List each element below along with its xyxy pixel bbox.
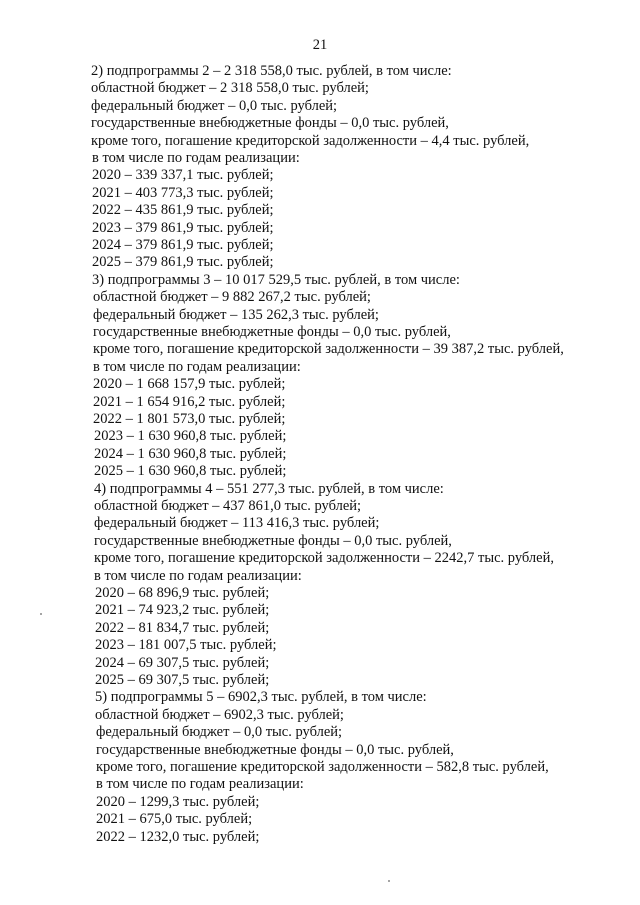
page-number: 21 [312,37,328,53]
text-line: областной бюджет – 9 882 267,2 тыс. рублей; [93,289,371,305]
text-line: кроме того, погашение кредиторской задолженности – 4,4 тыс. рублей, [91,133,530,149]
text-line: 2020 – 1299,3 тыс. рублей; [96,794,260,810]
text-line: 2) подпрограммы 2 – 2 318 558,0 тыс. рублей, в том числе: [91,63,452,79]
text-line: областной бюджет – 437 861,0 тыс. рублей; [94,498,362,514]
text-line: 5) подпрограммы 5 – 6902,3 тыс. рублей, в том числе: [95,689,427,705]
text-line: кроме того, погашение кредиторской задолженности – 39 387,2 тыс. рублей, [93,341,564,357]
text-line: 2022 – 1 801 573,0 тыс. рублей; [93,411,286,427]
text-line: в том числе по годам реализации: [96,776,304,792]
scan-speck [388,880,390,882]
text-line: 2020 – 339 337,1 тыс. рублей; [92,167,274,183]
text-line: областной бюджет – 6902,3 тыс. рублей; [95,707,344,723]
text-line: государственные внебюджетные фонды – 0,0 тыс. рублей, [91,115,449,131]
text-line: 2024 – 379 861,9 тыс. рублей; [92,237,274,253]
text-line: 2021 – 403 773,3 тыс. рублей; [92,185,274,201]
text-line: 2025 – 379 861,9 тыс. рублей; [92,254,274,270]
text-line: кроме того, погашение кредиторской задолженности – 2242,7 тыс. рублей, [94,550,554,566]
text-line: федеральный бюджет – 135 262,3 тыс. рублей; [93,307,379,323]
text-line: кроме того, погашение кредиторской задолженности – 582,8 тыс. рублей, [96,759,549,775]
text-line: 2021 – 675,0 тыс. рублей; [96,811,253,827]
text-line: 3) подпрограммы 3 – 10 017 529,5 тыс. рублей, в том числе: [92,272,460,288]
text-line: 2024 – 69 307,5 тыс. рублей; [95,655,270,671]
text-line: 2024 – 1 630 960,8 тыс. рублей; [94,446,287,462]
text-line: федеральный бюджет – 0,0 тыс. рублей; [91,98,338,114]
text-line: 2021 – 1 654 916,2 тыс. рублей; [93,394,286,410]
text-line: 4) подпрограммы 4 – 551 277,3 тыс. рублей, в том числе: [94,481,444,497]
text-line: 2020 – 1 668 157,9 тыс. рублей; [93,376,286,392]
text-line: государственные внебюджетные фонды – 0,0 тыс. рублей, [96,742,454,758]
text-line: федеральный бюджет – 0,0 тыс. рублей; [96,724,343,740]
text-line: 2025 – 1 630 960,8 тыс. рублей; [94,463,287,479]
text-line: 2023 – 181 007,5 тыс. рублей; [95,637,277,653]
text-line: 2022 – 1232,0 тыс. рублей; [96,829,260,845]
text-line: в том числе по годам реализации: [92,150,300,166]
text-line: 2022 – 435 861,9 тыс. рублей; [92,202,274,218]
text-line: 2023 – 1 630 960,8 тыс. рублей; [94,428,287,444]
text-line: 2023 – 379 861,9 тыс. рублей; [92,220,274,236]
text-line: федеральный бюджет – 113 416,3 тыс. рублей; [94,515,380,531]
text-line: 2022 – 81 834,7 тыс. рублей; [95,620,270,636]
text-line: областной бюджет – 2 318 558,0 тыс. рублей; [91,80,369,96]
text-line: государственные внебюджетные фонды – 0,0 тыс. рублей, [94,533,452,549]
scan-speck [40,613,42,615]
text-line: 2025 – 69 307,5 тыс. рублей; [95,672,270,688]
text-line: 2020 – 68 896,9 тыс. рублей; [95,585,270,601]
text-line: в том числе по годам реализации: [94,568,302,584]
text-line: 2021 – 74 923,2 тыс. рублей; [95,602,270,618]
text-line: в том числе по годам реализации: [93,359,301,375]
text-line: государственные внебюджетные фонды – 0,0 тыс. рублей, [93,324,451,340]
